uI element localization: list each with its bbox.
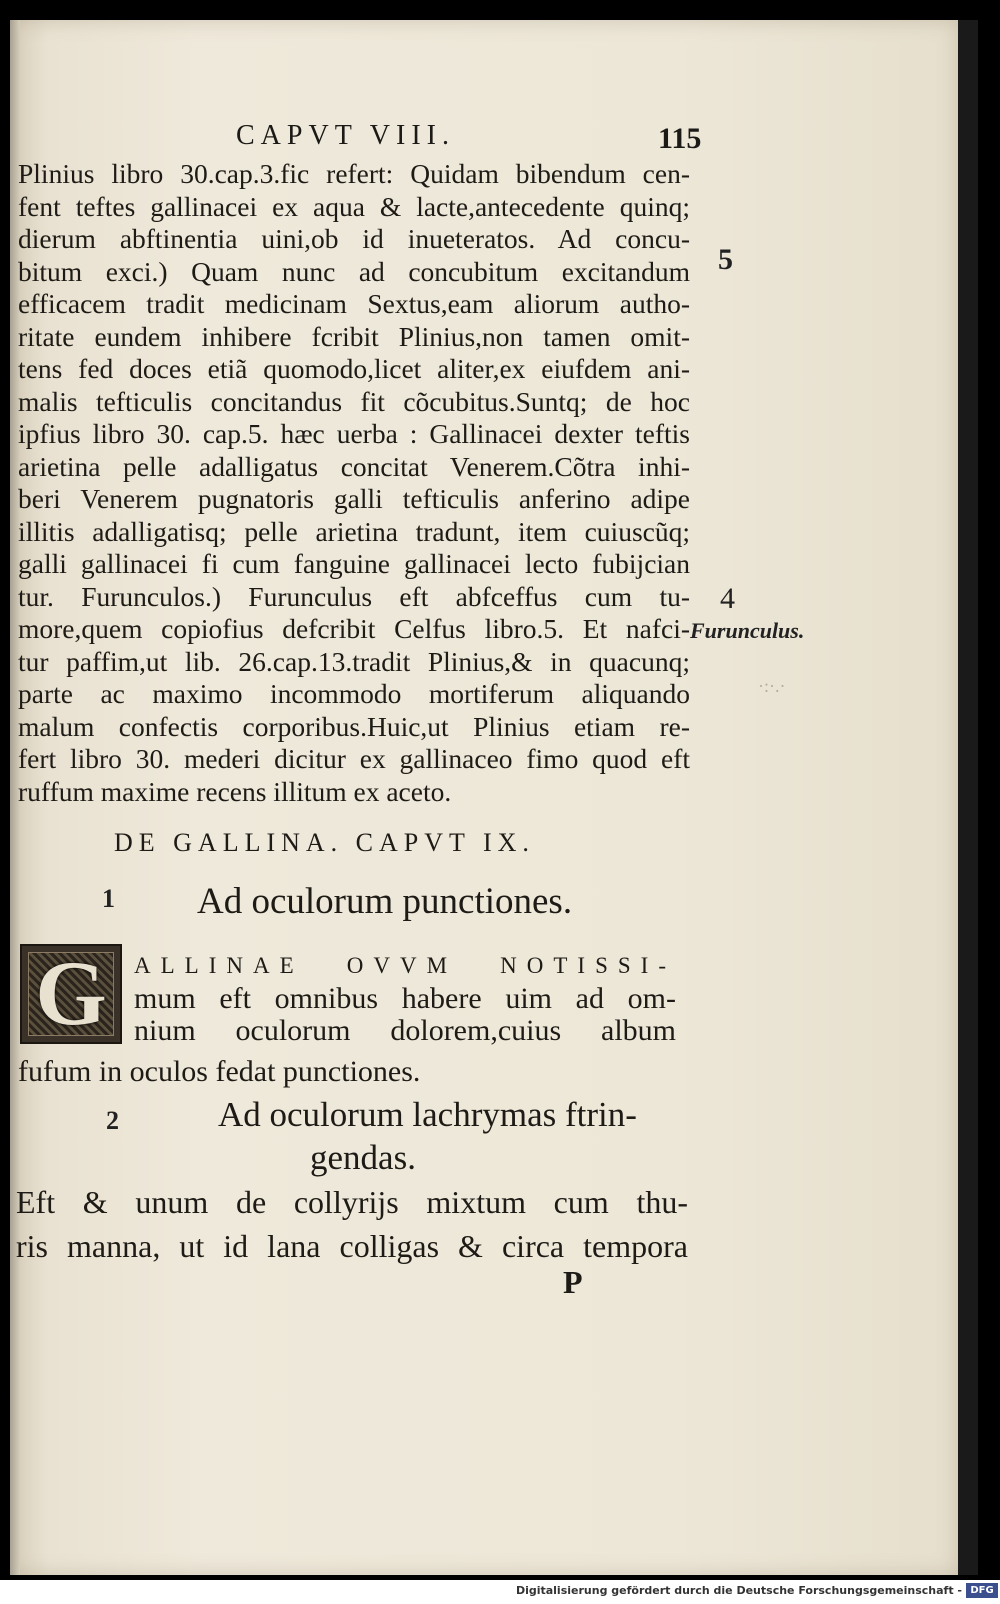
text-line: bitum exci.) Quam nunc ad concubitum excitandum xyxy=(18,255,690,287)
section-heading-1: Ad oculorum punctiones. xyxy=(197,881,573,922)
text-line: dierum abftinentia uini,ob id inueteratos. Ad concu- xyxy=(18,223,690,254)
text-line: nium oculorum dolorem,cuius album xyxy=(134,1014,676,1047)
text-line: galli gallinacei fi cum fanguine gallinacei lecto fubijcian xyxy=(18,548,690,579)
text-line: tur paffim,ut lib. 26.cap.13.tradit Plinius,& in quacunq; xyxy=(18,645,690,677)
margin-number-5: 5 xyxy=(718,243,733,276)
decorated-initial xyxy=(20,944,122,1044)
folio-number: 115 xyxy=(658,122,702,155)
running-head: CAPVT VIII. xyxy=(236,120,455,151)
text-line: tens fed doces etiã quomodo,licet aliter,ex eiufdem ani- xyxy=(18,353,690,384)
text-line: tur. Furunculos.) Furunculus eft abfceffus cum tu- xyxy=(18,580,690,612)
text-line: ALLINAE OVVM NOTISSI- xyxy=(134,953,676,978)
section-number-1: 1 xyxy=(102,884,115,913)
catchword: P xyxy=(563,1264,583,1300)
section-number-2: 2 xyxy=(106,1106,119,1135)
text-line: ipfius libro 30. cap.5. hæc uerba : Gallinacei dexter teftis xyxy=(18,418,690,449)
text-line: ritate eundem inhibere fcribit Plinius,non tamen omit- xyxy=(18,320,690,352)
section-heading-2: Ad oculorum lachrymas ftrin- xyxy=(218,1095,637,1134)
text-line: arietina pelle adalligatus concitat Venerem.Cõtra inhi- xyxy=(18,450,690,482)
chapter-8-text xyxy=(18,158,690,808)
text-line: beri Venerem pugnatoris galli tefticulis anferino adipe xyxy=(18,483,690,514)
text-line: fufum in oculos fedat punctiones. xyxy=(18,1055,421,1088)
margin-note: Furunculus. xyxy=(690,618,805,643)
text-line: mum eft omnibus habere uim ad om- xyxy=(134,981,676,1015)
page-edge xyxy=(958,20,978,1575)
text-line: ruffum maxime recens illitum ex aceto. xyxy=(18,775,452,807)
footer-credit: Digitalisierung gefördert durch die Deutsche Forschungsgemeinschaft - xyxy=(515,1584,962,1597)
section-2-paragraph xyxy=(16,1180,688,1268)
text-line: malum confectis corporibus.Huic,ut Plinius etiam re- xyxy=(18,710,690,742)
text-line: Eft & unum de collyrijs mixtum cum thu- xyxy=(16,1184,688,1220)
text-line: illitis adalligatisq; pelle arietina tradunt, item cuiuscũq; xyxy=(18,515,690,547)
text-line: malis tefticulis concitandus fit cõcubitus.Suntq; de hoc xyxy=(18,385,690,417)
margin-number-4: 4 xyxy=(720,582,735,615)
text-line: fert libro 30. mederi dicitur ex gallinaceo fimo quod eft xyxy=(18,743,690,774)
section-heading-2-continued: gendas. xyxy=(310,1138,416,1177)
initial-letter: G xyxy=(35,942,107,1044)
text-line: efficacem tradit medicinam Sextus,eam aliorum autho- xyxy=(18,288,690,319)
chapter-heading: DE GALLINA. CAPVT IX. xyxy=(114,828,535,857)
section-1-paragraph xyxy=(134,946,676,1047)
text-line: fent teftes gallinacei ex aqua & lacte,antecedente quinq; xyxy=(18,190,690,222)
text-line: ris manna, ut id lana colligas & circa tempora xyxy=(16,1228,688,1264)
faint-ink-mark: ·:·.· xyxy=(758,676,786,696)
dfg-logo-icon: DFG xyxy=(966,1583,998,1598)
text-line: more,quem copiofius defcribit Celfus libro.5. Et nafci- xyxy=(18,613,690,644)
text-line: parte ac maximo incommodo mortiferum aliquando xyxy=(18,678,690,709)
text-line: Plinius libro 30.cap.3.fic refert: Quidam bibendum cen- xyxy=(18,158,690,189)
